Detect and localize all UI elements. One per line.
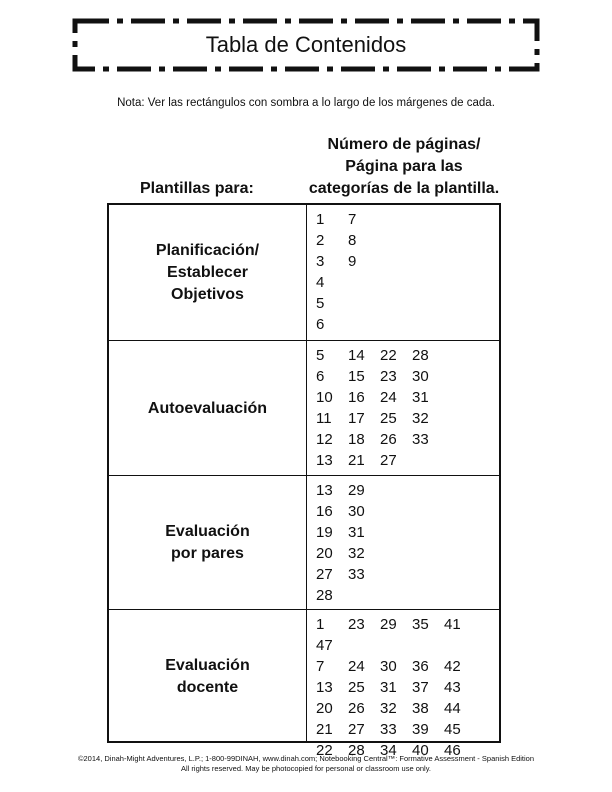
footer-copyright: ©2014, Dinah-Might Adventures, L.P.; 1-800-99DINAH, www.dinah.com; Notebooking Central™: Formative Assessment - Spanish Edition [77,754,535,763]
page-number-line [316,614,499,656]
page-number-line [316,564,380,585]
template-name: Evaluación docente [165,657,250,696]
page-number: 32 [348,545,365,562]
page-number: 30 [380,658,397,675]
page-number: 12 [316,431,333,448]
page-title: Tabla de Contenidos [205,32,407,57]
page-number: 21 [348,452,365,469]
page-number: 25 [380,410,397,427]
title-frame [72,18,540,72]
page-number-line [316,585,380,606]
page-number: 28 [412,347,429,364]
page-number: 25 [348,679,365,696]
page-number: 16 [316,503,333,520]
page-number: 5 [316,295,325,312]
page-number: 33 [348,566,365,583]
table-row [109,205,499,340]
page-number: 28 [316,587,333,604]
page-number: 31 [348,524,365,541]
page-number-line [316,480,380,501]
page-number-line [316,345,444,366]
page-number-line [316,251,380,272]
page-number: 40 [412,742,429,759]
page-number: 6 [316,368,325,385]
page-number: 37 [412,679,429,696]
page-number: 45 [444,721,461,738]
page-number: 26 [380,431,397,448]
page-number-line [316,522,380,543]
footer-rights: All rights reserved. May be photocopied for personal or classroom use only. [181,764,431,773]
page-number: 26 [348,700,365,717]
page-number: 46 [444,742,461,759]
page-number: 29 [380,616,397,633]
page-number: 7 [348,211,357,228]
page-number: 3 [316,253,325,270]
page-number: 5 [316,347,325,364]
page-number: 2 [316,232,325,249]
page-number: 13 [316,452,333,469]
page-number: 24 [380,389,397,406]
page-number: 27 [348,721,365,738]
page-number: 14 [348,347,365,364]
page-number: 13 [316,482,333,499]
footer [0,754,612,774]
page-number: 6 [316,316,325,333]
page-number: 23 [380,368,397,385]
page-number: 29 [348,482,365,499]
page-number: 32 [412,410,429,427]
page-number: 19 [316,524,333,541]
page-number: 24 [348,658,365,675]
page-number-line [316,314,380,335]
page-number: 11 [316,410,332,427]
page-number: 42 [444,658,461,675]
page-numbers [316,209,380,335]
page-number: 7 [316,658,325,675]
table-row [109,340,499,476]
contents-table [107,203,501,759]
page-number: 41 [444,616,461,633]
table-row [109,609,499,759]
page-number-line [316,230,380,251]
templates-header: Plantillas para: [140,180,254,197]
page-number: 28 [348,742,365,759]
page-number: 31 [412,389,429,406]
page-number: 22 [316,742,333,759]
page-number-line [316,656,499,677]
page-number: 1 [316,211,325,228]
page-number: 1 [316,616,325,633]
page-number: 47 [316,637,333,654]
page-number-line [316,719,499,740]
page-number: 21 [316,721,333,738]
table-row [109,475,499,610]
page-numbers [316,345,444,471]
page-number: 34 [380,742,397,759]
note-text: Nota: Ver las rectángulos con sombra a lo largo de los márgenes de cada. [117,97,495,109]
page-number-line [316,698,499,719]
page-number: 4 [316,274,325,291]
page-number: 33 [412,431,429,448]
page-number: 17 [348,410,365,427]
page-number: 13 [316,679,333,696]
page-number-line [316,387,444,408]
page-number: 39 [412,721,429,738]
page-number-line [316,677,499,698]
page-number: 31 [380,679,397,696]
page-number-line [316,209,380,230]
pages-header: Número de páginas/ Página para las categorías de la plantilla. [308,136,500,197]
page-numbers [316,614,499,761]
template-name: Planificación/ Establecer Objetivos [155,241,260,303]
page-number-line [316,450,444,471]
page-number: 22 [380,347,397,364]
page-number: 16 [348,389,365,406]
page-numbers [316,480,380,606]
page-number-line [316,408,444,429]
page-number: 44 [444,700,461,717]
page-number-line [316,429,444,450]
page-number: 20 [316,700,333,717]
page-number: 23 [348,616,365,633]
page-number-line [316,293,380,314]
page-number-line [316,366,444,387]
page-number: 10 [316,389,333,406]
page-number-line [316,501,380,522]
page-number: 27 [380,452,397,469]
page-number-line [316,543,380,564]
page-number: 38 [412,700,429,717]
page-number: 36 [412,658,429,675]
template-name: Evaluación por pares [165,523,250,562]
page-number: 8 [348,232,357,249]
page-number: 43 [444,679,461,696]
page-number: 9 [348,253,357,270]
page-number: 35 [412,616,429,633]
page-number: 15 [348,368,365,385]
template-name: Autoevaluación [147,399,268,417]
page-number: 33 [380,721,397,738]
page-number: 20 [316,545,333,562]
page-number: 30 [348,503,365,520]
page-number-line [316,272,380,293]
page-number: 27 [316,566,333,583]
page-number: 18 [348,431,365,448]
page-number: 32 [380,700,397,717]
page-number: 30 [412,368,429,385]
